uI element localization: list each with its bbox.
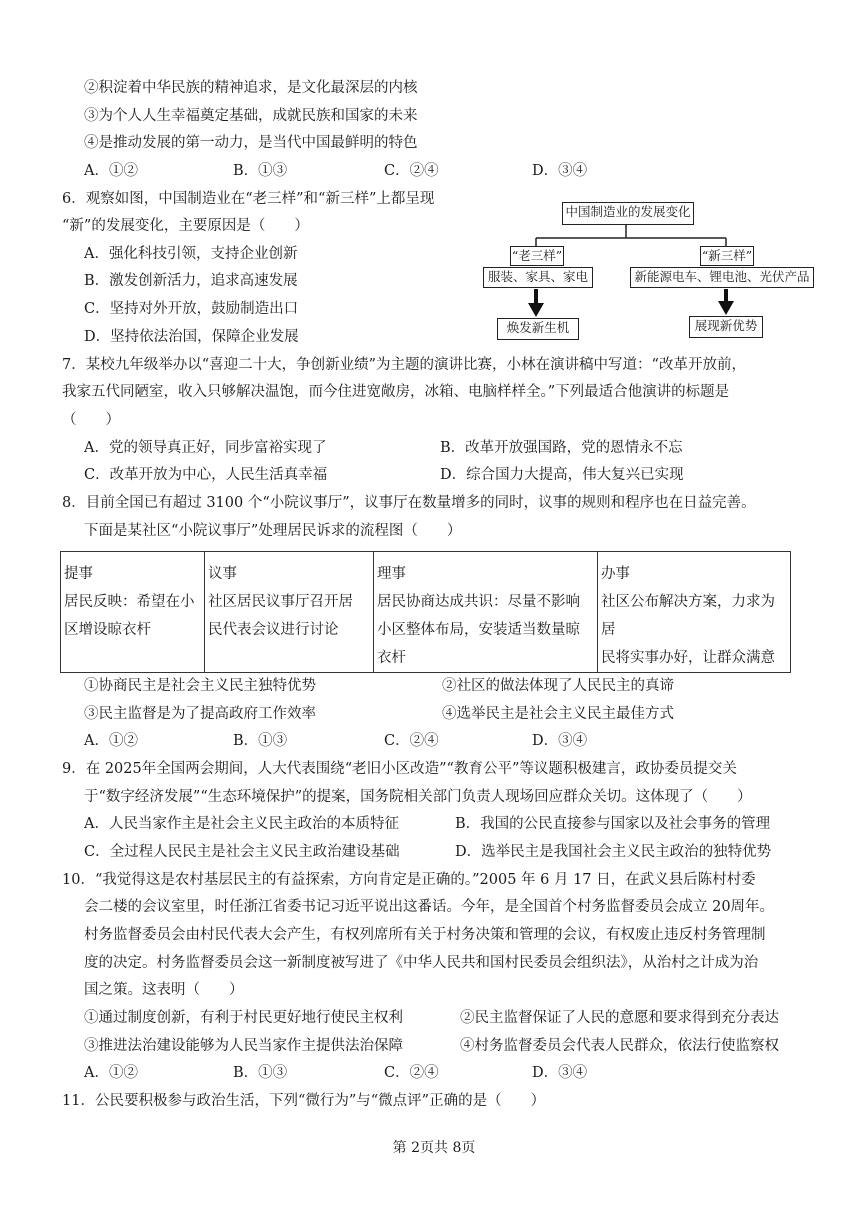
q8-option-b: B．①③ (233, 733, 288, 749)
manufacturing-diagram (480, 192, 820, 344)
cell-line: 社区公布解决方案，力求为居 (601, 594, 775, 638)
q10-option-b: B．①③ (233, 1065, 288, 1081)
q8-flow-table (60, 551, 791, 673)
q8-item-1: ①协商民主是社会主义民主独特优势 (84, 678, 316, 694)
q9-option-a: A．人民当家作主是社会主义民主政治的本质特征 (84, 816, 399, 832)
old-three-label: “老三样” (510, 246, 564, 266)
table-cell-discuss (205, 552, 374, 673)
q7-option-b: B．改革开放强国路，党的恩情永不忘 (440, 440, 683, 456)
q10-item-4: ④村务监督委员会代表人民群众，依法行使监察权 (460, 1038, 779, 1054)
q8-stem-1: 8．目前全国已有超过 3100 个“小院议事厅”，议事厅在数量增多的同时，议事的规则和程序也在日益完善。 (62, 495, 756, 511)
q5-item-3: ③为个人人生幸福奠定基础，成就民族和国家的未来 (84, 108, 418, 124)
q8-item-3: ③民主监督是为了提高政府工作效率 (84, 706, 316, 722)
new-three-label: “新三样” (700, 246, 754, 266)
q8-item-4: ④选举民主是社会主义民主最佳方式 (442, 706, 674, 722)
table-cell-do (598, 552, 791, 673)
q6-option-b: B．激发创新活力，追求高速发展 (84, 273, 298, 289)
q8-option-a: A．①② (84, 733, 138, 749)
cell-line: 社区居民议事厅召开居 (208, 594, 353, 610)
q6-stem-2: “新”的发展变化，主要原因是（ ） (62, 218, 309, 234)
q10-option-c: C．②④ (384, 1065, 439, 1081)
q10-stem-5: 国之策。这表明（ ） (84, 982, 244, 998)
q10-item-3: ③推进法治建设能够为人民当家作主提供法治保障 (84, 1038, 403, 1054)
q6-option-a: A．强化科技引领，支持企业创新 (84, 246, 298, 262)
cell-line: 居民反映：希望在小 (64, 594, 195, 610)
q7-option-a: A．党的领导真正好，同步富裕实现了 (84, 440, 327, 456)
q8-option-c: C．②④ (384, 733, 439, 749)
cell-head: 议事 (208, 566, 237, 582)
q7-stem-2: 我家五代同陋室，收入只够解决温饱，而今住进宽敞房，冰箱、电脑样样全。”下列最适合他演讲的标题是 (62, 384, 730, 400)
q9-option-b: B．我国的公民直接参与国家以及社会事务的管理 (455, 816, 771, 832)
q9-option-d: D．选举民主是我国社会主义民主政治的独特优势 (455, 844, 772, 860)
cell-line: 民将实事办好，让群众满意 (601, 650, 775, 666)
q9-option-c: C．全过程人民民主是社会主义民主政治建设基础 (84, 844, 400, 860)
q8-option-d: D．③④ (532, 733, 588, 749)
q5-item-4: ④是推动发展的第一动力，是当代中国最鲜明的特色 (84, 135, 418, 151)
q7-stem-3: （ ） (62, 412, 120, 428)
table-row (61, 552, 791, 673)
table-cell-raise (61, 552, 205, 673)
q10-stem-4: 度的决定。村务监督委员会这一新制度被写进了《中华人民共和国村民委员会组织法》，从治村之计成为治 (84, 955, 759, 971)
q6-option-d: D．坚持依法治国，保障企业发展 (84, 329, 299, 345)
q9-stem-1: 9．在 2025年全国两会期间，人大代表围绕“老旧小区改造”“教育公平”等议题积极建言，政协委员提交关 (62, 761, 737, 777)
cell-head: 提事 (64, 566, 93, 582)
q10-item-2: ②民主监督保证了人民的意愿和要求得到充分表达 (460, 1010, 779, 1026)
new-three-items: 新能源电车、锂电池、光伏产品 (630, 267, 814, 288)
table-cell-handle (374, 552, 598, 673)
q5-option-c: C．②④ (384, 163, 439, 179)
q11-stem: 11．公民要积极参与政治生活，下列“微行为”与“微点评”正确的是（ ） (62, 1093, 546, 1109)
q9-stem-2: 于“数字经济发展”“生态环境保护”的提案，国务院相关部门负责人现场回应群众关切。这体现了（ ） (84, 789, 752, 805)
q5-option-d: D．③④ (532, 163, 588, 179)
cell-line: 民代表会议进行讨论 (208, 622, 339, 638)
q10-item-1: ①通过制度创新，有利于村民更好地行使民主权利 (84, 1010, 403, 1026)
q10-stem-2: 会二楼的会议室里，时任浙江省委书记习近平说出这番话。今年，是全国首个村务监督委员会成立 20周年。 (84, 899, 775, 915)
q5-option-a: A．①② (84, 163, 138, 179)
q7-option-d: D．综合国力大提高，伟大复兴已实现 (440, 467, 684, 483)
page-footer: 第 2页共 8页 (392, 1140, 476, 1156)
q5-option-b: B．①③ (233, 163, 288, 179)
cell-head: 理事 (377, 566, 406, 582)
q10-option-a: A．①② (84, 1065, 138, 1081)
q6-option-c: C．坚持对外开放，鼓励制造出口 (84, 301, 299, 317)
q6-stem-1: 6．观察如图，中国制造业在“老三样”和“新三样”上都呈现 (62, 191, 435, 207)
q5-item-2: ②积淀着中华民族的精神追求，是文化最深层的内核 (84, 80, 418, 96)
q7-stem-1: 7．某校九年级举办以“喜迎二十大，争创新业绩”为主题的演讲比赛，小林在演讲稿中写道：“改革开放前， (62, 357, 746, 373)
cell-line: 区增设晾衣杆 (64, 622, 151, 638)
q10-stem-1: 10．“我觉得这是农村基层民主的有益探索，方向肯定是正确的。”2005 年 6 月 17 日，在武义县后陈村村委 (62, 872, 756, 888)
q10-stem-3: 村务监督委员会由村民代表大会产生，有权列席所有关于村务决策和管理的会议，有权废止违反村务管理制 (84, 927, 766, 943)
cell-line: 衣杆 (377, 650, 406, 666)
cell-line: 小区整体布局，安装适当数量晾 (377, 622, 580, 638)
q7-option-c: C．改革开放为中心，人民生活真幸福 (84, 467, 328, 483)
q8-stem-2: 下面是某社区“小院议事厅”处理居民诉求的流程图（ ） (84, 523, 462, 539)
old-three-result: 焕发新生机 (497, 318, 579, 340)
cell-head: 办事 (601, 566, 630, 582)
old-three-items: 服装、家具、家电 (483, 267, 593, 288)
q10-option-d: D．③④ (532, 1065, 588, 1081)
q8-item-2: ②社区的做法体现了人民民主的真谛 (442, 678, 674, 694)
new-three-result: 展现新优势 (689, 316, 763, 338)
diagram-title: 中国制造业的发展变化 (562, 202, 694, 225)
cell-line: 居民协商达成共识：尽量不影响 (377, 594, 580, 610)
